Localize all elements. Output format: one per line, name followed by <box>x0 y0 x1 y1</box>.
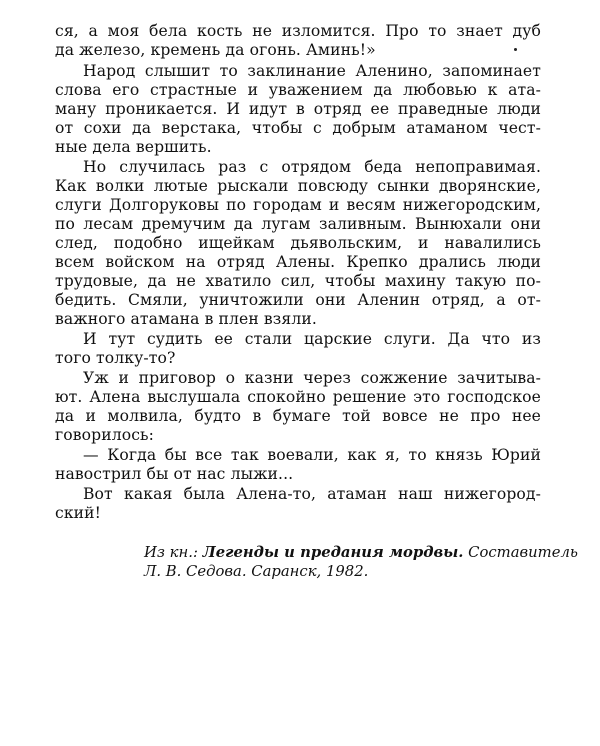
text-line: ману проникается. И идут в отряд ее праведные люди <box>55 100 541 118</box>
text-line: слова его страстные и уважением да любовью к ата- <box>55 81 541 99</box>
source-prefix: Из кн.: <box>144 544 203 561</box>
source-citation-line-1 <box>144 543 578 562</box>
text-line: Вот какая была Алена-то, атаман наш нижегород- <box>83 485 541 503</box>
text-line: Как волки лютые рыскали повсюду сынки дворянские, <box>55 177 541 195</box>
text-line: того толку-то? <box>55 349 176 367</box>
source-book-title: Легенды и предания мордвы. <box>202 544 464 561</box>
text-line: всем войском на отряд Алены. Крепко дрались люди <box>55 253 541 271</box>
print-speck <box>514 48 517 51</box>
text-line: ные дела вершить. <box>55 138 212 156</box>
text-line: ся, а моя бела кость не изломится. Про то знает дуб <box>55 22 541 40</box>
text-line: от сохи да верстака, чтобы с добрым атаманом чест- <box>55 119 541 137</box>
text-line: трудовые, да не хватило сил, чтобы махину такую по- <box>55 272 541 290</box>
text-line: ют. Алена выслушала спокойно решение это господское <box>55 388 541 406</box>
text-line: по лесам дремучим да лугам заливным. Вынюхали они <box>55 215 541 233</box>
text-line: ский! <box>55 504 102 522</box>
text-line: след, подобно ищейкам дьявольским, и навалились <box>55 234 541 252</box>
text-line: Уж и приговор о казни через сожжение зачитыва- <box>83 369 541 387</box>
text-line: да железо, кремень да огонь. Аминь!» <box>55 41 376 59</box>
text-line: да и молвила, будто в бумаге той вовсе не про нее <box>55 407 541 425</box>
text-line: слуги Долгоруковы по городам и весям нижегородским, <box>55 196 541 214</box>
text-line: важного атамана в плен взяли. <box>55 310 317 328</box>
text-line: бедить. Смяли, уничтожили они Аленин отряд, а от- <box>55 291 541 309</box>
text-line: И тут судить ее стали царские слуги. Да что из <box>83 330 541 348</box>
text-line: навострил бы от нас лыжи... <box>55 465 294 483</box>
text-line: — Когда бы все так воевали, как я, то князь Юрий <box>83 446 541 464</box>
text-line: Народ слышит то заклинание Аленино, запоминает <box>83 62 541 80</box>
source-citation-line-2: Л. В. Седова. Саранск, 1982. <box>144 563 369 580</box>
text-line: Но случилась раз с отрядом беда непоправимая. <box>83 158 541 176</box>
source-compiler-label: Составитель <box>463 544 578 561</box>
text-line: говорилось: <box>55 426 154 444</box>
